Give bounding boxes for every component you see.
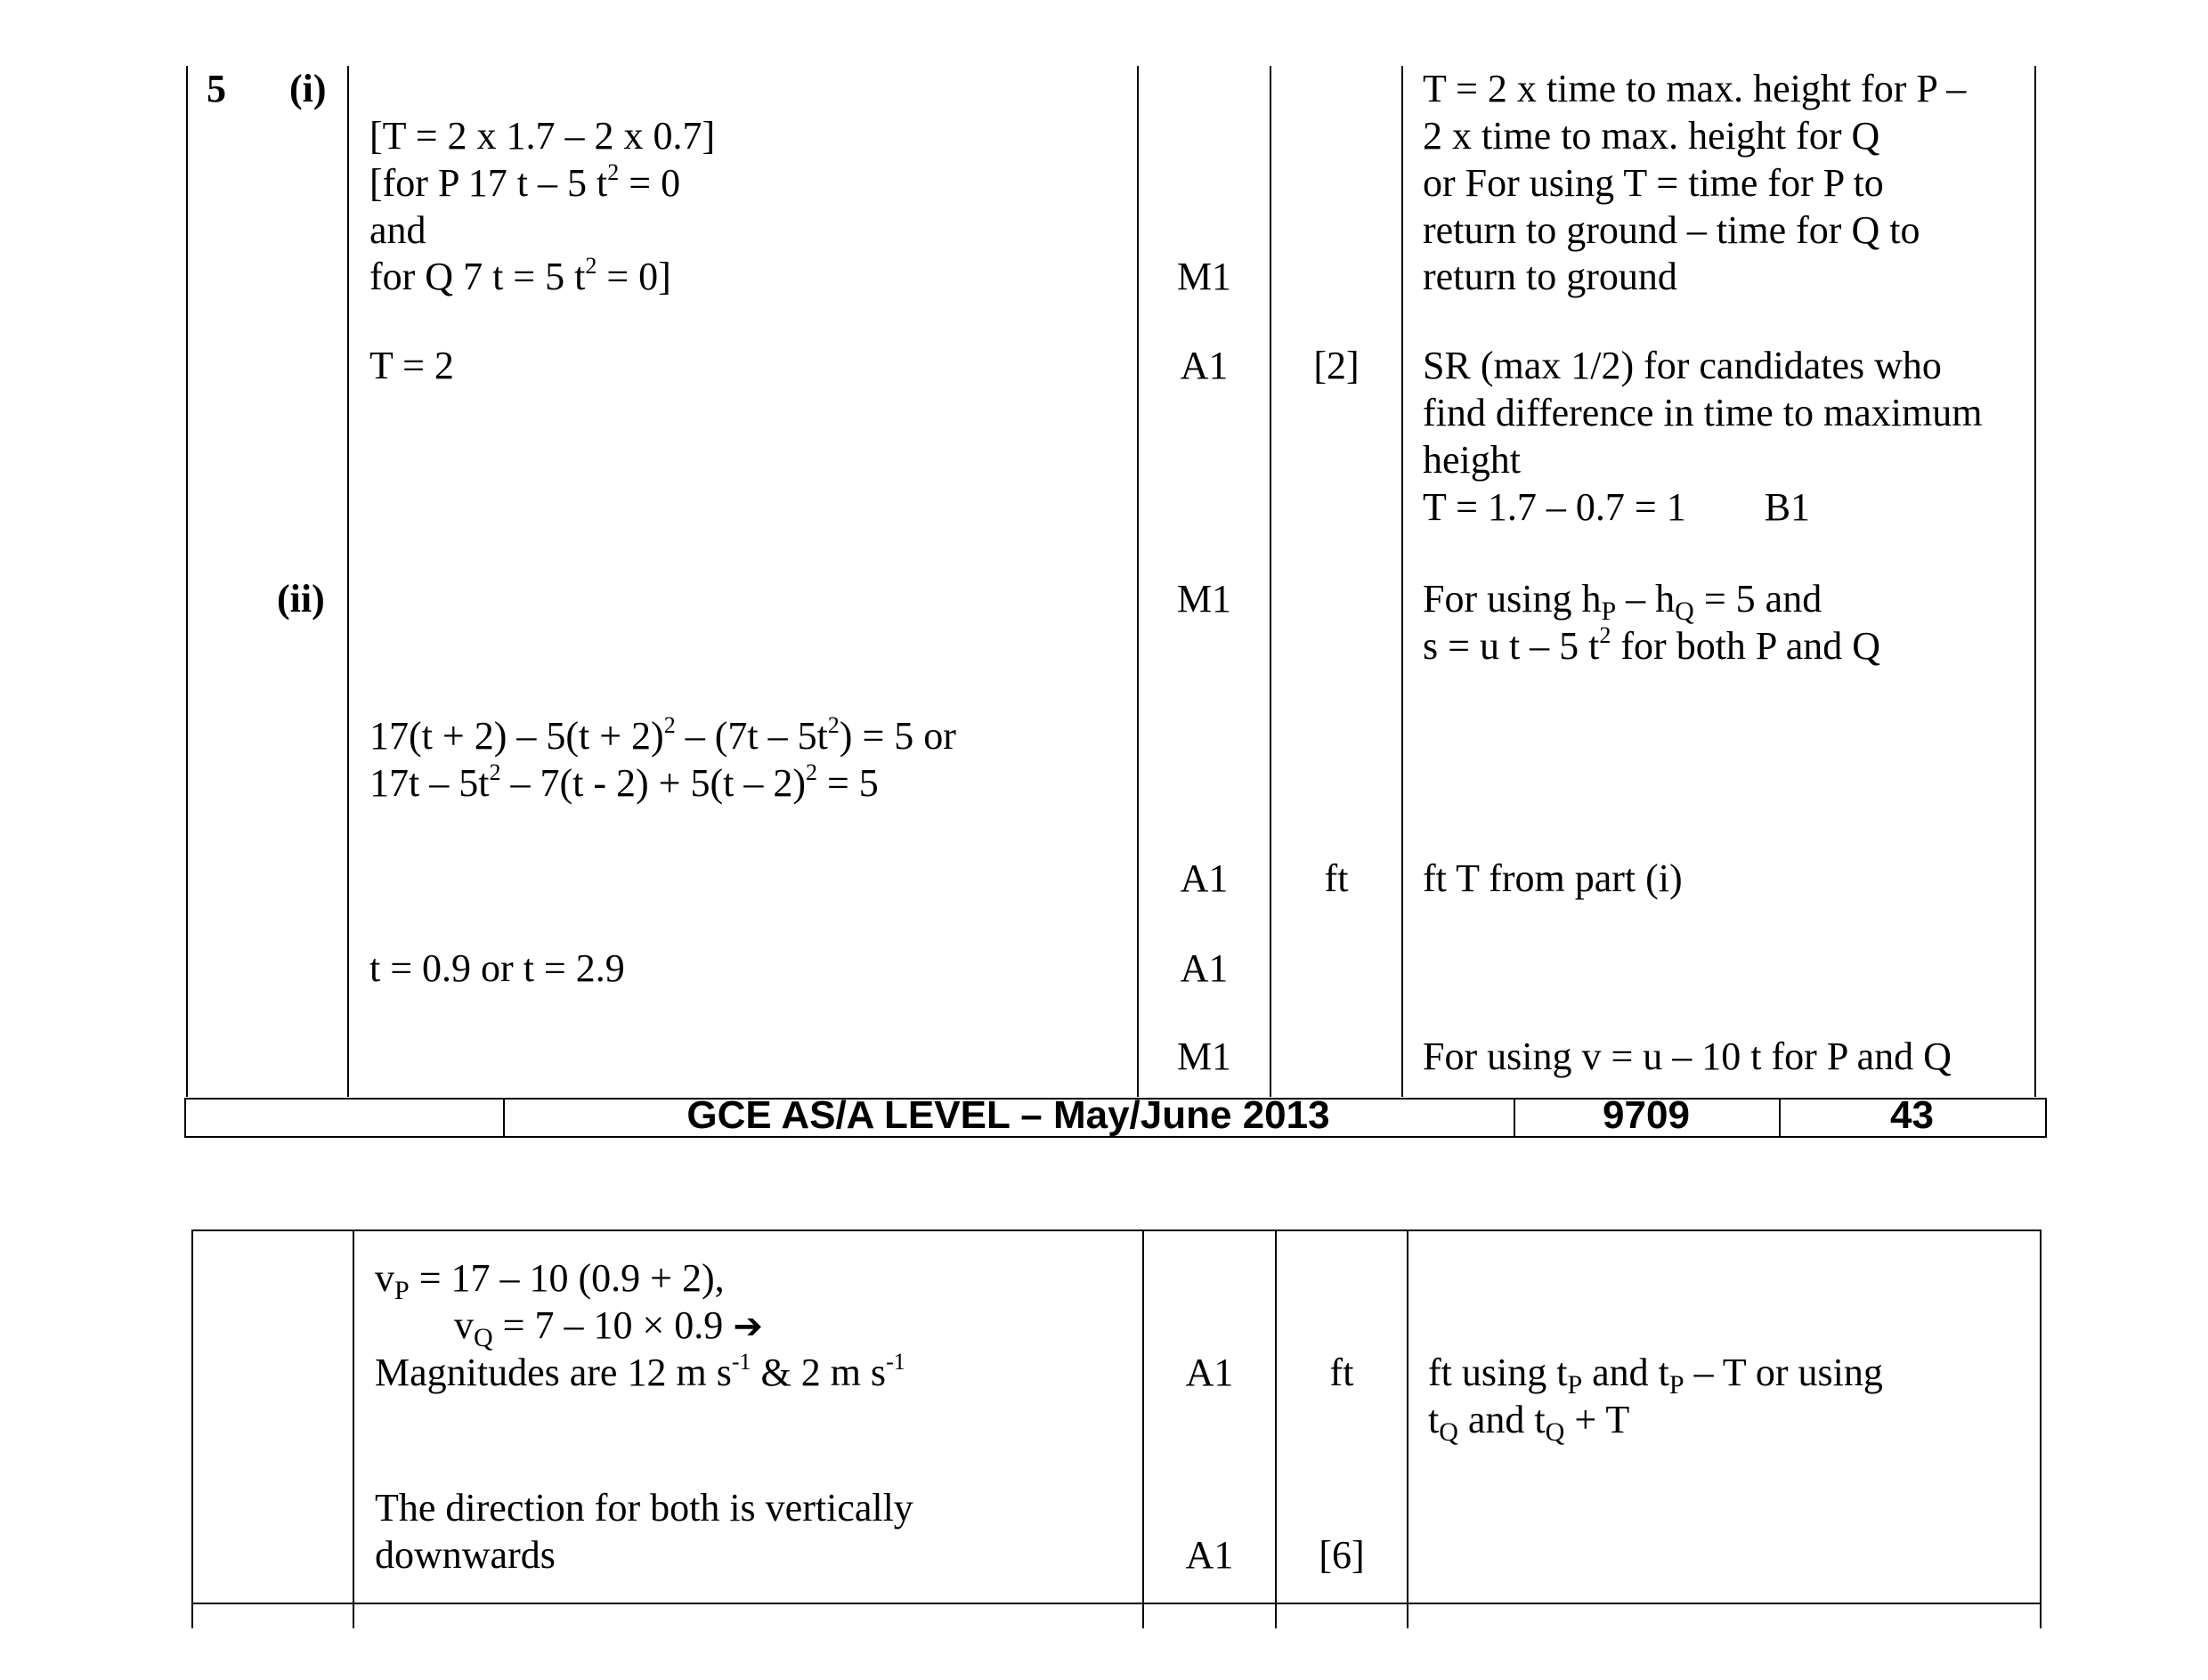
- table1-right-border: [2034, 66, 2036, 1097]
- table2-right-border: [2040, 1230, 2042, 1628]
- mark-m1: M1: [1176, 1035, 1232, 1078]
- calc-line-3: and: [369, 208, 426, 252]
- part-i-label: (i): [289, 67, 327, 110]
- follow-through-label: ft: [1329, 1351, 1354, 1394]
- table2-row-divider: [191, 1603, 2042, 1604]
- vp-equation: $v_P = 17 - 10$ (0.9 + 2),: [375, 1256, 725, 1305]
- total-marks: [2]: [1313, 344, 1360, 387]
- direction-line-2: downwards: [375, 1533, 556, 1577]
- footer-syllabus: 9709: [1603, 1093, 1690, 1137]
- table2-col-divider-4: [1407, 1230, 1408, 1628]
- mark-a1: A1: [1180, 344, 1229, 387]
- answer-T: T = 2: [369, 344, 454, 387]
- footer-divider-left: [184, 1098, 186, 1138]
- guidance-line: T = 2 x time to max. height for P –: [1423, 67, 1967, 110]
- follow-through-label: ft: [1324, 856, 1349, 900]
- guidance-line: T = 1.7 – 0.7 = 1 B1: [1423, 485, 1811, 529]
- calc-line-1: [T = 2 x 1.7 – 2 x 0.7]: [369, 114, 716, 158]
- magnitudes-line: Magnitudes are 12 m $s^{-1}$ & 2 m $s^{-1}$: [375, 1349, 905, 1394]
- equation-line-2: $17t - 5t^2 - 7(t - 2) + 5(t - 2)^2 = 5$: [369, 759, 879, 805]
- table1-left-border: [186, 66, 188, 1097]
- guidance-line: return to ground – time for Q to: [1423, 208, 1920, 252]
- guidance-line: find difference in time to maximum: [1423, 391, 1983, 434]
- mark-a1: A1: [1180, 946, 1229, 990]
- table2-col-divider-1: [353, 1230, 354, 1628]
- arrow-right-icon: ➔: [733, 1306, 763, 1347]
- total-marks: [6]: [1319, 1533, 1365, 1577]
- guidance-line: SR (max 1/2) for candidates who: [1423, 344, 1942, 387]
- guidance-line: For using v = u – 10 t for P and Q: [1423, 1035, 1952, 1078]
- question-number: 5: [207, 67, 226, 110]
- table1-col-divider-4: [1401, 66, 1403, 1097]
- guidance-line: return to ground: [1423, 255, 1677, 298]
- guidance-line: ft T from part (i): [1423, 856, 1683, 900]
- part-ii-label: (ii): [277, 577, 325, 621]
- guidance-line: ft using $t_P$ and $t_P$ – T or using: [1428, 1351, 1883, 1400]
- table1-col-divider-3: [1270, 66, 1271, 1097]
- guidance-line: $t_Q$ and $t_Q + T$: [1428, 1398, 1630, 1447]
- mark-m1: M1: [1176, 577, 1232, 621]
- direction-line-1: The direction for both is vertically: [375, 1486, 913, 1530]
- calc-line-2: [for P 17 t – 5 $t^2 = 0$: [369, 159, 681, 205]
- vq-equation: $v_Q = 7 - 10 \times 0.9$ ➔: [454, 1303, 763, 1352]
- calc-line-4: for Q 7 t = 5 $t^2 = 0$]: [369, 253, 671, 298]
- table2-top-border: [191, 1230, 2042, 1231]
- guidance-line: s = u t – 5 $t^2$ for both P and Q: [1423, 622, 1881, 668]
- mark-m1: M1: [1176, 255, 1232, 298]
- guidance-line: 2 x time to max. height for Q: [1423, 114, 1880, 158]
- answer-t: t = 0.9 or t = 2.9: [369, 946, 625, 990]
- footer-divider-right: [2045, 1098, 2047, 1138]
- equation-line-1: $17(t + 2) - 5(t + 2)^2 - (7t - 5t^2) = 5$ or: [369, 712, 956, 758]
- guidance-line: or For using T = time for P to: [1423, 161, 1884, 205]
- mark-a1: A1: [1185, 1533, 1234, 1577]
- footer-title: GCE AS/A LEVEL – May/June 2013: [686, 1093, 1330, 1137]
- table1-col-divider-1: [347, 66, 349, 1097]
- mark-a1: A1: [1180, 856, 1229, 900]
- guidance-line: height: [1423, 438, 1521, 482]
- footer-paper: 43: [1890, 1093, 1934, 1137]
- table2-left-border: [191, 1230, 193, 1628]
- mark-a1: A1: [1185, 1351, 1234, 1394]
- guidance-line: For using $h_P - h_Q = 5$ and: [1423, 577, 1822, 626]
